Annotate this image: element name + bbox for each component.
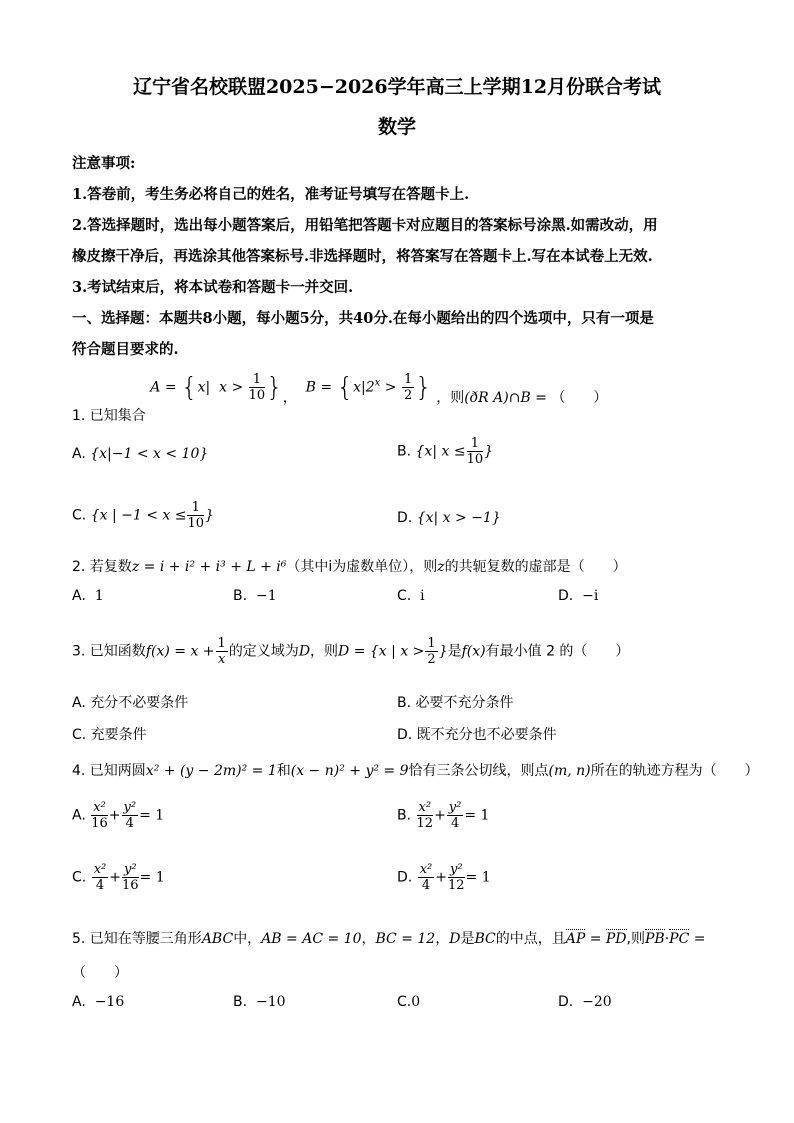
q3-option-c[interactable]: C. 充要条件 — [72, 727, 147, 743]
q1-expression: (ðR A)∩B = — [464, 389, 547, 406]
question-2: 2. 若复数z = i + i² + i³ + L + i⁶（其中i为虚数单位），则z的共轭复数的虚部是（ ） — [72, 559, 627, 575]
q1-set-b-cond: x|2 — [353, 379, 375, 396]
q3-option-b[interactable]: B. 必要不充分条件 — [397, 695, 514, 711]
notice-heading: 注意事项: — [72, 155, 136, 172]
question-4: 4. 已知两圆x² + (y − 2m)² = 1和(x − n)² + y² = 9恰有三条公切线，则点(m, n)所在的轨迹方程为（ ） — [72, 763, 759, 779]
q4-option-c[interactable]: C. $\frac{\text{x²}}{4}$ + $\frac{\text{y²}}{16}$ = 1 — [72, 862, 165, 893]
q3-option-a[interactable]: A. 充分不必要条件 — [72, 695, 189, 711]
q1-set-a-label: A — [150, 379, 161, 396]
notice-item-3: 3.考试结束后，将本试卷和答题卡一并交回. — [72, 279, 354, 296]
q2-option-b[interactable]: B. −1 — [233, 588, 277, 604]
vector-ap: AP — [565, 931, 586, 947]
q1-set-b-label: B — [305, 379, 316, 396]
q3-option-d[interactable]: D. 既不充分也不必要条件 — [397, 727, 557, 743]
question-5: 5. 已知在等腰三角形ABC中，AB = AC = 10，BC = 12，D是BC的中点，且AP = PD,则PB·PC = — [72, 931, 706, 947]
q5-option-c[interactable]: C.0 — [397, 994, 421, 1010]
q1-option-d[interactable]: D. {x| x > −1} — [397, 510, 501, 526]
q1-prefix: 1. 已知集合 — [72, 407, 146, 424]
q1-option-b[interactable]: B. {x| x ≤ $\frac{1}{10}$ } — [397, 436, 494, 467]
q2-option-c[interactable]: C. i — [397, 588, 425, 604]
question-1: 1. 已知集合 A = {x| x > $\frac{1}{10}$ }， $B = \{x|2^x$ > $\frac{1}{2}$ } ，则(ðR A)∩B = （ ） — [72, 372, 608, 424]
section1-instruction: 一、选择题：本题共8小题，每小题5分，共40分.在每小题给出的四个选项中，只有一项是 — [72, 310, 654, 327]
q4-option-b[interactable]: B. $\frac{\text{x²}}{12}$ + $\frac{\text{y²}}{4}$ = 1 — [397, 800, 490, 831]
q1-option-c[interactable]: C. {x | −1 < x ≤ $\frac{1}{10}$ } — [72, 500, 214, 531]
vector-pc: PC — [669, 931, 690, 947]
q5-option-b[interactable]: B. −10 — [233, 994, 286, 1010]
q4-circle-2: (x − n)² + y² = 9 — [290, 763, 409, 779]
vector-pb: PB — [644, 931, 665, 947]
question-3: 3. 已知函数f(x) = x + $\frac{1}{x}$ 的定义域为D，则D = {x | x > $\frac{1}{2}$ }是f(x)有最小值 2 的（ ） — [72, 636, 630, 667]
q4-option-a[interactable]: A. $\frac{\text{x²}}{16}$ + $\frac{\text{y²}}{4}$ = 1 — [72, 800, 165, 831]
q3-function: f(x) = x + — [145, 643, 215, 660]
q5-option-a[interactable]: A. −16 — [72, 994, 125, 1010]
section1-instruction-cont: 符合题目要求的. — [72, 341, 179, 358]
q2-option-a[interactable]: A. 1 — [72, 588, 104, 604]
q2-expression: z = i + i² + i³ + L + i⁶ — [131, 559, 287, 575]
q3-set-d: D = {x | x > — [338, 643, 425, 660]
q5-answer-paren: （ ） — [72, 965, 128, 981]
exam-subject: 数学 — [377, 116, 416, 138]
notice-item-1: 1.答卷前，考生务必将自己的姓名，准考证号填写在答题卡上. — [72, 186, 470, 203]
q1-frac-b: $\frac{1}{2}$ — [403, 372, 413, 403]
q1-option-a[interactable]: A. {x|−1 < x < 10} — [72, 446, 209, 462]
q5-option-d[interactable]: D. −20 — [558, 994, 612, 1010]
notice-item-2: 2.答选择题时，选出每小题答案后，用铅笔把答题卡对应题目的答案标号涂黑.如需改动，用 — [72, 217, 658, 234]
q1-set-a-var: x — [197, 379, 206, 396]
q4-circle-1: x² + (y − 2m)² = 1 — [145, 763, 277, 779]
q4-option-d[interactable]: D. $\frac{\text{x²}}{4}$ + $\frac{\text{y²}}{12}$ = 1 — [397, 862, 491, 893]
q1-frac-a: $\frac{1}{10}$ — [248, 372, 266, 403]
exam-title: 辽宁省名校联盟2025−2026学年高三上学期12月份联合考试 — [132, 76, 662, 98]
vector-pd: PD — [605, 931, 627, 947]
notice-item-2-cont: 橡皮擦干净后，再选涂其他答案标号.非选择题时，将答案写在答题卡上.写在本试卷上无效. — [72, 248, 653, 265]
q2-option-d[interactable]: D. −i — [558, 588, 599, 604]
